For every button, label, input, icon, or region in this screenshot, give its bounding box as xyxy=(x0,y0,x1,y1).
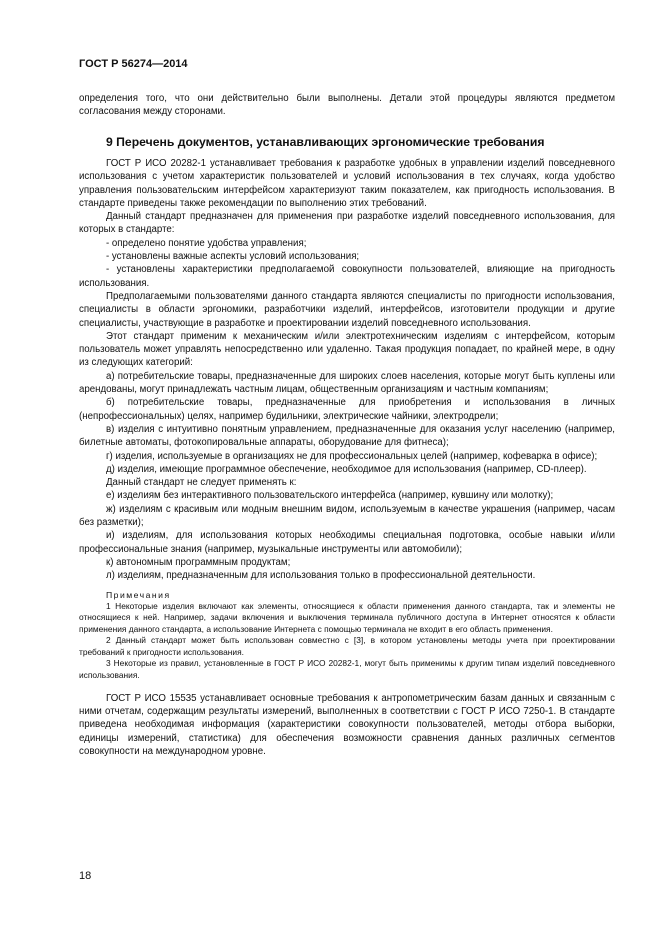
closing-paragraph: ГОСТ Р ИСО 15535 устанавливает основные требования к антропометрическим базам данных и связанным с ними отчетам, содержащим результаты измерений, выполненных в соответствии с ГОСТ Р ИСО 7250-1. В стандарте приведена необходимая информация (характеристики совокупности пользователей, методы отбора выборки, единицы измерений, статистика) для обеспечения возможности сравнения данных различных сегментов совокупности на международном уровне. xyxy=(79,692,615,757)
list-item-dash-3: - установлены характеристики предполагаемой совокупности пользователей, влияющие на пригодность использования. xyxy=(79,264,615,289)
page-number: 18 xyxy=(79,870,92,882)
paragraph-3: Предполагаемыми пользователями данного стандарта являются специалисты по пригодности использования, специалисты в области эргономики, разработчики изделий, интерфейсов, изготовители продукции и другие специалисты, участвующие в разработке и проектировании изделий повседневного использования. xyxy=(79,290,615,329)
note-3: 3 Некоторые из правил, установленные в ГОСТ Р ИСО 20282-1, могут быть применимы к другим типам изделий повседневного использования. xyxy=(79,658,615,681)
section-heading: 9 Перечень документов, устанавливающих эргономические требования xyxy=(106,135,545,149)
section-body xyxy=(79,157,615,758)
list-item-g: г) изделия, используемые в организациях не для профессиональных целей (например, кофеварка в офисе); xyxy=(106,450,598,462)
note-1: 1 Некоторые изделия включают как элементы, относящиеся к области применения данного стандарта, так и элементы не относящиеся к ней. Например, задачи включения и выключения терминала публичного доступа в Интернет относятся к области применения данного стандарта, а использование Интернета с помощью терминала не входит в его область применения. xyxy=(79,600,615,634)
paragraph-5: Данный стандарт не следует применять к: xyxy=(106,477,297,489)
paragraph-4: Этот стандарт применим к механическим и/или электротехническим изделиям с интерфейсом, которым пользователь может управлять непосредственно или удаленно. Такая продукция попадает, по крайней мере, в одну из следующих категорий: xyxy=(79,330,615,369)
list-item-zh: ж) изделиям с красивым или модным внешним видом, используемым в качестве украшения (например, часам без разметки); xyxy=(79,503,615,529)
list-item-dash-1: - определено понятие удобства управления; xyxy=(106,237,307,249)
document-id-header: ГОСТ Р 56274—2014 xyxy=(79,58,188,70)
list-item-v: в) изделия с интуитивно понятным управлением, предназначенные для оказания услуг населению (например, билетные автоматы, фотокопировальные аппараты, оборудование для фитнеса); xyxy=(79,423,615,449)
paragraph-2: Данный стандарт предназначен для применения при разработке изделий повседневного использования, для которых в стандарте: xyxy=(79,211,615,236)
list-item-l: л) изделиям, предназначенным для использования только в профессиональной деятельности. xyxy=(106,570,536,582)
top-paragraph-block xyxy=(79,92,615,119)
list-item-k: к) автономным программным продуктам; xyxy=(106,556,291,568)
list-item-i: и) изделиям, для использования которых необходимы специальная подготовка, особые навыки и/или профессиональные знания (например, музыкальные инструменты или автомобили); xyxy=(79,530,615,555)
top-paragraph: определения того, что они действительно были выполнены. Детали этой процедуры являются предметом согласования между сторонами. xyxy=(79,93,615,118)
list-item-dash-2: - установлены важные аспекты условий использования; xyxy=(106,251,360,263)
notes-title: Примечания xyxy=(106,589,171,600)
list-item-e: е) изделиям без интерактивного пользовательского интерфейса (например, кувшину или молотку); xyxy=(106,490,554,502)
note-2: 2 Данный стандарт может быть использован совместно с [3], в котором установлены методы учета при проектировании требований к пригодности использования. xyxy=(79,635,615,657)
list-item-a: а) потребительские товары, предназначенные для широких слоев населения, которые могут быть куплены или арендованы, могут принадлежать частным лицам, общественным организациям и частным компаниям; xyxy=(79,370,615,396)
paragraph-1: ГОСТ Р ИСО 20282-1 устанавливает требования к разработке удобных в управлении изделий повседневного использования с учетом характеристик пользователей и условий использования в тех случаях, когда удобство управления пользовательским интерфейсом характеризуют таким показателем, как пригодность использования. В стандарте приведены также рекомендации по выполнению этих требований. xyxy=(79,158,615,209)
list-item-b: б) потребительские товары, предназначенные для приобретения и использования в личных (непрофессиональных) целях, например будильники, электрические чайники, электродрели; xyxy=(79,397,615,422)
list-item-d: д) изделия, имеющие программное обеспечение, необходимое для использования (например, CD-плеер). xyxy=(106,463,587,475)
